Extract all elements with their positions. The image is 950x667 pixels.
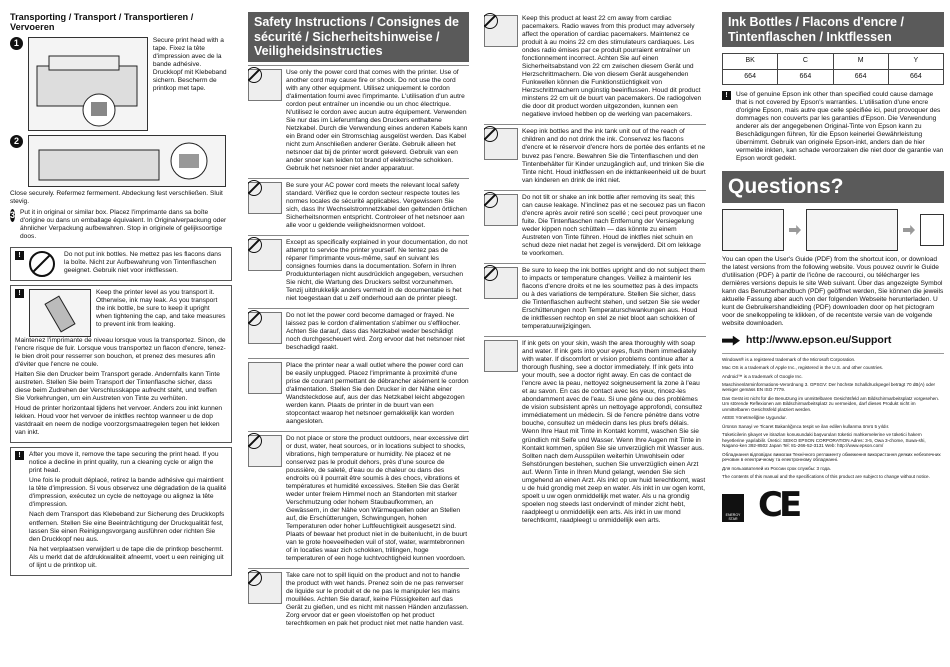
plug-icon: [248, 182, 282, 214]
safety-text: Place the printer near a wall outlet where the power cord can be easily unplugged. Placez l'imprimante à proximité d'une prise de courant permettant de débrancher aisément le cordon d'alimentation. Stellen Sie den Drucker in der Nähe einer Wandsteckdose auf, aus der das Netzkabel leicht abgezogen werden kann. Plaats de printer in de buurt van een stopcontact waarop het netsnoer gemakkelijk kan worden aangesloten.: [286, 361, 469, 425]
ink-header-row: [723, 54, 944, 70]
safety-children: [484, 124, 706, 186]
safety-liquid: [248, 568, 469, 630]
legal-line: Maschinenlärminformations-Verordnung 3. GPSGV: Der höchste Schalldruckpegel beträgt 70 dB(A) oder weniger gemäss EN ISO 7779.: [722, 381, 936, 393]
safety-text: Use only the power cord that comes with the printer. Use of another cord may cause fire or shock. Do not use the cord with any other equipment. Utilisez uniquement le cordon d'alimentation fourni avec l'imprimante. L'utilisation d'un autre cordon peut entraîner un incendie ou un choc électrique. N'utilisez le cordon avec aucun autre équipement. Verwenden Sie nur das im Lieferumfang des Druckers enthaltene Netzkabel. Durch die Verwendung eines anderen Kabels kann ein Brand oder ein Stromschlag ausgelöst werden. Das Kabel nicht zum Anschließen anderer Geräte. Gebruik alleen het netsnoer dat bij de printer wordt geleverd. Gebruik van een ander snoer kan leiden tot brand of elektrische schokken. Gebruik het netsnoer niet ander apparatuur.: [286, 68, 468, 172]
safety-title: Safety Instructions / Consignes de sécurité / Sicherheitshinweise / Veiligheidsinstructies: [248, 12, 469, 62]
safety-text: Keep ink bottles and the ink tank unit out of the reach of children and do not drink the ink. Conservez les flacons d'encre et le réservoir d'encre hors de portée des enfants et ne buvez pas l'encre. Bewahren Sie die Tintenflaschen und den Tintenbehälter für Kinder unzugänglich auf, und trinken Sie die Tinte nicht. Houd inktflessen en de inkttankeenheid uit de buurt van kinderen en drink de inkt niet.: [522, 128, 706, 184]
safety-text: Except as specifically explained in your documentation, do not attempt to service the printer yourself. Ne tentez pas de réparer l'imprimante vous-même, sauf en suivant les consignes fournies dans la documentation. Sofern in Ihren Produktunterlagen nicht ausdrücklich angegeben, versuchen Sie nicht, die Wartung des Druckers selbst vorzunehmen. Tenzij uitdrukkelijk anders vermeld in de documentatie is het niet toegestaan dat u zelf onderhoud aan de printer pleegt.: [286, 239, 468, 303]
step-2: [10, 135, 232, 187]
legal-line: AEEE Yönetmeliğine Uygundur.: [722, 415, 787, 421]
step-3: [10, 209, 232, 243]
note-2d-text: Houd de printer horizontaal tijdens het vervoer. Anders zou inkt kunnen lekken. Houd voor het vervoer de inktfles rechtop wanneer u de dop vastdraait en neem de nodige voorzorgsmaatregelen tegen het lekken van inkt.: [15, 405, 223, 437]
note-2b-text: Maintenez l'imprimante de niveau lorsque vous la transportez. Sinon, de l'encre risque de fuir. Lorsque vous transportez un flacon d'encre, tenez-le bien droit pour resserrer son bouchon, et prenez des mesures afin d'éviter que l'encre ne coule.: [15, 336, 226, 368]
safety-skin-contact: [484, 336, 706, 527]
legal-line: Windows® is a registered trademark of the Microsoft Corporation.: [722, 357, 856, 363]
web-page-icon: [806, 209, 898, 251]
questions-text: You can open the User's Guide (PDF) from the shortcut icon, or download the latest versions from the following website. Vous pouvez ouvrir le Guide d'utilisation (PDF) à partir de l'icône de raccourci, ou télécharger les dernières versions depuis le site Web suivant. Über das angezeigte Symbol kann das Benutzerhandbuch (PDF) geöffnet werden, Sie können die jeweils aktuelle Fassung aber auch von der folgenden Webseite herunterladen. U kunt de Gebruikershandleiding (PDF) downloaden door op het pictogram voor de snelkoppeling te klikken, of de recentste versie van de volgende website downloaden.: [722, 255, 944, 328]
safety-pacemaker: [484, 12, 706, 121]
note-1-text: Do not put ink bottles. Ne mettez pas les flacons dans la boîte. Nicht zur Aufbewahrung von Tintenflaschen geeignet. Gebruik niet voor inktflessen.: [64, 250, 222, 274]
safety-no-service: [248, 235, 469, 305]
safety-text: Be sure your AC power cord meets the relevant local safety standard. Vérifiez que le cordon secteur respecte toutes les normes locales de sécurité applicables. Vergewissern Sie sich, dass Ihr Wechselstromnetzkabel den geltenden örtlichen Sicherheitsnormen entspricht. Controleer of het netsnoer aan alle voor u geldende veiligheidsnormen voldoet.: [286, 181, 467, 230]
step-number: 1: [10, 37, 23, 50]
legal-line: Tüketicilerin şikayet ve itirazları konusundaki başvuruları tüketici mahkemelerine ve tüketici hakem heyetlerine yapılabilir. Üretici: SEIKO EPSON CORPORATION Adres: 3-5, Owa 3-chome, Suwa-shi, Nagano-ken 392-8502 Japan Tel: 81-266-52-3131 Web: http://www.epson.com/: [722, 431, 926, 449]
printer-icon: [29, 38, 147, 130]
ink-code-m: 664: [833, 69, 888, 85]
ink-bottles-title: Ink Bottles / Flacons d'encre / Tintenflaschen / Inktflessen: [722, 12, 944, 47]
legal-line: The contents of this manual and the specifications of this product are subject to change without notice.: [722, 473, 930, 479]
step-1: [10, 37, 232, 131]
ink-header-y: Y: [888, 54, 943, 70]
printer-tape-illustration: [28, 37, 148, 131]
ink-code-y: 664: [888, 69, 943, 85]
safety-text: Do not place or store the product outdoors, near excessive dirt or dust, water, heat sources, or in locations subject to shocks, vibrations, high temperature or humidity. Ne placez et ne conservez pas le produit dehors, près d'une source de poussière, de saleté, d'eau ou de chaleur ou dans des endroits où il pourrait être soumis à des chocs, vibrations et températures et humidité excessives. Stellen Sie das Gerät weder unter freiem Himmel noch an Standorten mit starker Verschmutzung oder hohem Staubaufkommen, an Gewässern, in der Nähe von Wärmequellen oder an Stellen auf, die Erschütterungen, Schwingungen, hohen Temperaturen oder hoher Luftfeuchtigkeit ausgesetzt sind. Plaats of bewaar het product niet in de buitenlucht, in de buurt van te grote hoeveelheden vuil of stof, water, warmtebronnen of in locaties waar zich schokken, trillingen, hoge temperaturen of een hoge luchtvochtigheid kunnen voordoen.: [286, 434, 469, 563]
printer-close-icon: [29, 136, 225, 186]
ink-table: [722, 53, 944, 85]
safety-text: Do not let the power cord become damaged or frayed. Ne laissez pas le cordon d'alimentation s'abîmer ou s'effilocher. Achten Sie darauf, dass das Netzkabel weder beschädigt noch durchgescheuert wird. Zorg ervoor dat het netsnoer niet beschadigd raakt.: [286, 312, 465, 352]
step-3-text: Put it in original or similar box. Placez l'imprimante dans sa boîte d'origine ou dans un emballage équivalent. In Originalverpackung oder ähnlicher Verpackung aufbewahren. Stop in originele of gelijksoortige doos.: [20, 208, 227, 240]
safety-text: Keep this product at least 22 cm away from cardiac pacemakers. Radio waves from this product may adversely affect the operation of cardiac pacemakers. Maintenez ce produit à au moins 22 cm des stimulateurs cardiaques. Les ondes radio émises par ce produit pourraient entraîner un fonctionnement incorrect. Achten Sie auf einen Sicherheitsabstand von 22 cm zwischen diesem Gerät und Herzschrittmachern. Die von diesem Gerät ausgehenden Funkwellen können die Funktionstüchtigkeit von Herzschrittmachern ungünstig beeinflussen. Houd dit product minstens 22 cm uit de buurt van pacemakers. De radiogolven die door dit product worden uitgezonden, kunnen een negatieve invloed hebben op de werking van pacemakers.: [522, 15, 702, 119]
ink-warning-text: Use of genuine Epson ink other than specified could cause damage that is not covered by Epson's warranties. L'utilisation d'une encre d'origine Epson, mais autre que celle spécifiée ici, peut provoquer des dommages non couverts par les garanties d'Epson. Die Verwendung anderer als der angegebenen Original-Tinte von Epson kann zu Beschädigungen führen, für die Epson keinerlei Gewährleistung übernimmt. Gebruik van originele Epson-inkt, anders dan de hier vermelde inkten, kan schade veroorzaken die niet door de garantie van Epson wordt gedekt.: [736, 91, 944, 163]
note-3c-text: Nach dem Transport das Klebeband zur Sicherung des Druckkopfs entfernen. Stellen Sie eine Beeinträchtigung der Druckqualität fest, lassen Sie einen Reinigungsvorgang ausführen oder richten Sie den Druckkopf neu aus.: [29, 511, 225, 543]
note-3d-text: Na het verplaatsen verwijdert u de tape die de printkop beschermt. Als u merkt dat de afdrukkwaliteit afneemt, voert u een reiniging uit of lijnt u de printkop uit.: [29, 545, 224, 569]
important-icon: !: [15, 451, 24, 460]
shake-bottle-icon: [484, 194, 518, 226]
safety-power-cord: [248, 65, 469, 175]
ink-header-m: M: [833, 54, 888, 70]
safety-text: Be sure to keep the ink bottles upright and do not subject them to impacts or temperature changes. Veillez à maintenir les flacons d'encre droits et ne les soumettez pas à des impacts ou à des variations de température. Stellen Sie sicher, dass die Tintenflaschen aufrecht stehen, und setzen Sie sie weder Erschütterungen noch Temperaturschwankungen aus. Houd de inktflessen rechtop en stel ze niet bloot aan schokken of temperatuurwijzigingen.: [522, 266, 705, 331]
ce-mark: CE: [758, 484, 799, 525]
support-url[interactable]: http://www.epson.eu/Support: [746, 334, 892, 347]
questions-title: Questions?: [722, 171, 944, 203]
safety-column: [248, 12, 469, 657]
arrow-icon: [903, 225, 915, 235]
sun-dust-icon: [248, 435, 282, 467]
safety-text: Do not tilt or shake an ink bottle after removing its seal; this can cause leakage. N'inclinez pas et ne secouez pas un flacon d'encre après avoir retiré son scellé ; ceci peut provoquer une fuite. Die Tintenflaschen nach Entfernung der Versiegelung weder kippen noch schütteln — das könnte zu einem Austreten von Tinte führen. Houd de inktfles niet schuin en schud deze niet nadat het zegel is verwijderd. Dit om lekkage te voorkomen.: [522, 193, 706, 257]
liquid-spill-icon: [248, 572, 282, 604]
safety-placement: [248, 431, 469, 566]
legal-line: Android™ is a trademark of Google Inc.: [722, 373, 803, 379]
step-2-text: Close securely. Refermez fermement. Abdeckung fest verschließen. Sluit stevig.: [10, 189, 223, 205]
note-remove-tape: [10, 447, 232, 575]
legal-line: Для пользователей из России срок службы: 3 года.: [722, 465, 831, 471]
pacemaker-icon: [484, 15, 518, 47]
transport-column: [10, 12, 232, 657]
ink-code-c: 664: [778, 69, 833, 85]
safety-text: If ink gets on your skin, wash the area thoroughly with soap and water. If ink gets into your eyes, flush them immediately with water. If discomfort or vision problems continue after a thorough flushing, see a doctor immediately. If ink gets into your mouth, see a doctor right away. En cas de contact de l'encre avec la peau, nettoyez soigneusement la zone à l'eau et au savon. En cas de contact avec les yeux, rincez-les abondamment avec de l'eau. Si une gêne ou des problèmes de vision subsistent après un nettoyage approfondi, consultez immédiatement un médecin. Si de l'encre pénètre dans votre bouche, consultez un médecin dans les plus brefs délais. Wenn Ihre Haut mit Tinte in Kontakt kommt, waschen Sie sie gründlich mit Seife und Wasser. Wenn Ihre Augen mit Tinte in Kontakt kommen, spülen Sie sie unverzüglich mit Wasser aus. Sollten nach dem Ausspülen weiterhin Unwohlsein oder Sehstörungen bestehen, suchen Sie unverzüglich einen Arzt auf. Wenn Tinte in Ihren Mund gelangt, wenden Sie sich umgehend an einen Arzt. Als inkt op uw huid terechtkomt, wast u de huid grondig met zeep en water. Als inkt in uw ogen komt, spoelt u uw ogen onmiddellijk met water. Als u na grondig spoelen nog steeds last ondervindt of minder zicht hebt, raadpleegt u onmiddellijk een arts. Als inkt in uw mond terechtkomt, raadpleegt u onmiddellijk een arts.: [522, 340, 706, 524]
support-link[interactable]: [722, 334, 944, 347]
thermometer-icon: [484, 267, 518, 299]
ink-code-row: [723, 69, 944, 85]
note-keep-level: [10, 285, 232, 443]
important-icon: !: [15, 251, 24, 260]
safety-ac-standard: [248, 178, 469, 232]
safety-no-shake: [484, 190, 706, 260]
ink-bottle-icon: [30, 290, 90, 336]
wall-outlet-icon: [248, 362, 282, 394]
close-cover-illustration: [28, 135, 226, 187]
ink-code-bk: 664: [723, 69, 778, 85]
ink-drop-icon: [484, 340, 518, 372]
certification-logos: [722, 484, 944, 525]
safety-column-continued: [484, 12, 706, 657]
arrow-right-icon: [722, 336, 740, 346]
step-number: 3: [10, 209, 16, 220]
note-2c-text: Halten Sie den Drucker beim Transport gerade. Andernfalls kann Tinte austreten. Stellen Sie beim Transport der Tintenflasche sicher, dass diese beim Zudrehen der Verschlusskappe aufrecht steht, und treffen Sie Vorkehrungen, um ein Austreten von Tinte zu verhüten.: [15, 371, 220, 403]
screwdriver-icon: [248, 239, 282, 271]
child-ink-icon: [484, 128, 518, 160]
ink-questions-column: [722, 12, 944, 657]
note-no-ink-bottles: [10, 247, 232, 281]
safety-wall-outlet: [248, 358, 469, 428]
document-icon: [920, 214, 944, 246]
arrow-icon: [789, 225, 801, 235]
ink-header-c: C: [778, 54, 833, 70]
legal-notices: [722, 353, 944, 479]
power-cord-icon: [248, 69, 282, 101]
important-icon: !: [15, 289, 24, 298]
step-1-text: Secure print head with a tape. Fixez la tête d'impression avec de la bande adhésive. Druckkopf mit Klebeband sichern. Bescherm de printkop met tape.: [152, 36, 227, 92]
important-icon: !: [722, 91, 731, 100]
legal-line: Ürünün Sanayi ve Ticaret Bakanlığınca tespit ve ilan edilen kullanma ömrü 5 yıldır.: [722, 423, 890, 429]
note-2a-text: Keep the printer level as you transport it. Otherwise, ink may leak. As you transport the ink bottle, be sure to keep it upright when tightening the cap, and take measures to prevent ink from leaking.: [96, 288, 226, 328]
safety-text: Take care not to spill liquid on the product and not to handle the product with wet hands. Prenez soin de ne pas renverser de liquide sur le produit et de ne pas le manipuler les mains mouillées. Achten Sie darauf, keine Flüssigkeiten auf das Gerät zu gießen, und es nicht mit nassen Händen anzufassen. Zorg ervoor dat er geen vloeistoffen op het product terechtkomen en pak het product niet met natte handen vast.: [286, 572, 469, 628]
energy-star-logo: ENERGY STAR: [722, 494, 744, 522]
transport-title: Transporting / Transport / Transportieren / Vervoeren: [10, 12, 194, 33]
guide-illustration: [722, 209, 944, 251]
ink-bottle-illustration: [29, 289, 91, 337]
ink-warning: [722, 91, 944, 165]
safety-upright: [484, 263, 706, 333]
prohibited-icon: [29, 251, 55, 277]
note-3b-text: Une fois le produit déplacé, retirez la bande adhésive qui maintient la tête d'impression. Si vous observez une dégradation de la qualité d'impression, exécutez un cycle de nettoyage ou alignez la tête d'impression.: [29, 477, 227, 509]
ink-header-bk: BK: [723, 54, 778, 70]
frayed-cord-icon: [248, 312, 282, 344]
step-number: 2: [10, 135, 23, 148]
note-3a-text: After you move it, remove the tape securing the print head. If you notice a decline in print quality, run a cleaning cycle or align the print head.: [29, 451, 219, 475]
legal-line: Das Gerät ist nicht für die Benutzung im unmittelbaren Gesichtsfeld am Bildschirmarbeitsplatz vorgesehen. Um störende Reflexionen am Bildschirmarbeitsplatz zu vermeiden, darf dieses Produkt nicht im unmittelbaren Gesichtsfeld platziert werden.: [722, 395, 940, 413]
monitor-icon: [722, 209, 784, 251]
legal-line: Mac OS is a trademark of Apple Inc., registered in the U.S. and other countries.: [722, 365, 884, 371]
legal-line: Обладнання відповідає вимогам Технічного регламенту обмеження використання деяких небезпечних речовин в електричному та електронному обладнанні.: [722, 451, 941, 463]
safety-cord-damage: [248, 308, 469, 354]
